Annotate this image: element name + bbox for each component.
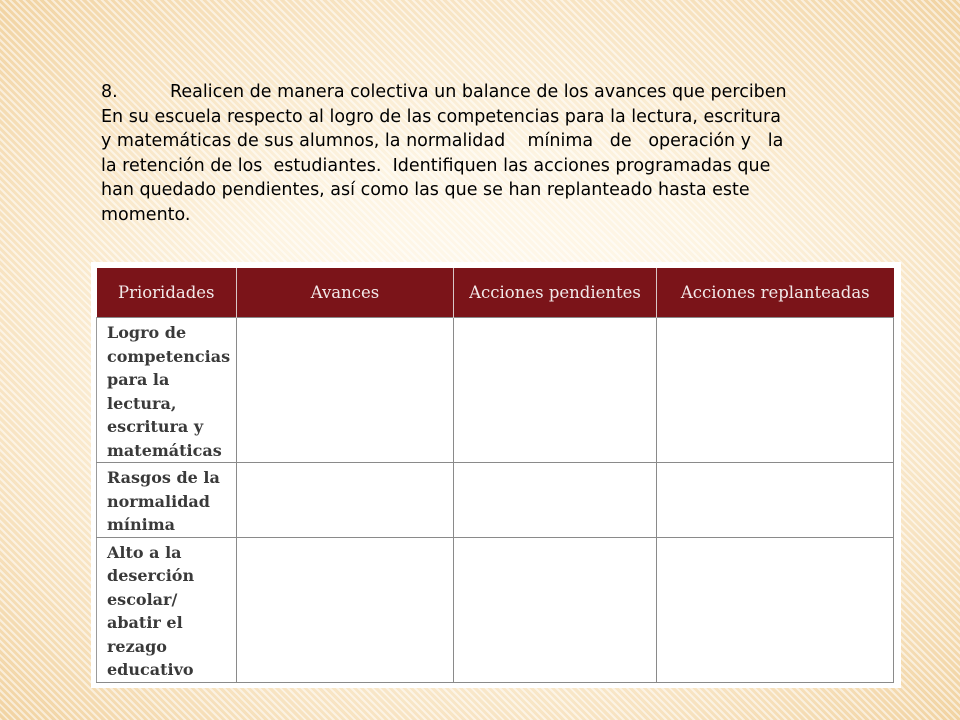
priorities-table [96,268,894,683]
instruction-paragraph [101,80,901,227]
row-label-competencias: Logro de competencias para la lectura, escritura y matemáticas [97,318,237,463]
cell-acciones-replanteadas[interactable] [657,537,894,682]
row-label-normalidad: Rasgos de la normalidad mínima [97,463,237,538]
instruction-line-4: la retención de los estudiantes. Identifiquen las acciones programadas que [101,155,771,176]
instruction-line-2: En su escuela respecto al logro de las competencias para la lectura, escritura [101,106,781,127]
instruction-line-6: momento. [101,204,191,225]
header-acciones-pendientes: Acciones pendientes [454,268,657,318]
instruction-line-5: han quedado pendientes, así como las que se han replanteado hasta este [101,180,750,200]
table-row [97,537,894,682]
header-acciones-replanteadas: Acciones replanteadas [657,268,894,318]
cell-avances[interactable] [237,537,454,682]
table-row [97,463,894,538]
table-row [97,318,894,463]
cell-avances[interactable] [237,463,454,538]
cell-acciones-pendientes[interactable] [454,318,657,463]
header-prioridades: Prioridades [97,268,237,318]
instruction-line-3: y matemáticas de sus alumnos, la normalidad mínima de operación y la [101,131,784,151]
priorities-table-container [91,262,901,688]
cell-acciones-pendientes[interactable] [454,537,657,682]
item-number: 8. [101,82,118,102]
table-header-row [97,268,894,318]
cell-avances[interactable] [237,318,454,463]
instruction-line-1: 8. Realicen de manera colectiva un balance de los avances que perciben [101,80,901,105]
cell-acciones-pendientes[interactable] [454,463,657,538]
header-avances: Avances [237,268,454,318]
cell-acciones-replanteadas[interactable] [657,318,894,463]
row-label-desercion: Alto a la deserción escolar/ abatir el rezago educativo [97,537,237,682]
cell-acciones-replanteadas[interactable] [657,463,894,538]
